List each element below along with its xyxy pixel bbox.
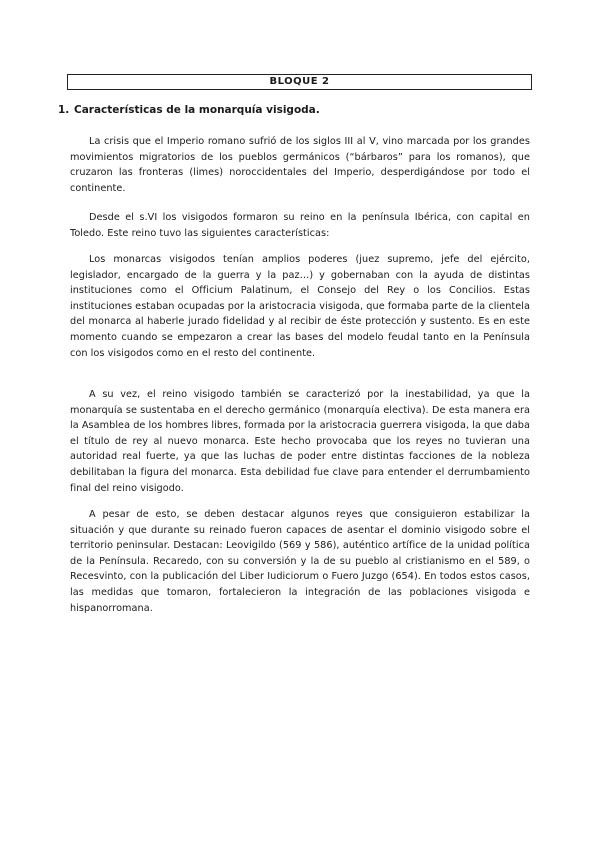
block-header-box xyxy=(67,74,532,90)
paragraph-reyes-destacados: A pesar de esto, se deben destacar algunos reyes que consiguieron estabilizar la situación y que durante su reinado fueron capaces de asentar el dominio visigodo sobre el territorio peninsular. Destacan: Leovigildo (569 y 586), auténtico artífice de la unidad política de la Península. Recaredo, con su conversión y la de su pueblo al cristianismo en el 589, o Recesvinto, con la publicación del Liber Iudiciorum o Fuero Juzgo (654). En todos estos casos, las medidas que tomaron, fortalecieron la integración de las poblaciones visigoda e hispanorromana. xyxy=(70,509,530,614)
paragraph-poderes-monarcas: Los monarcas visigodos tenían amplios poderes (juez supremo, jefe del ejército, legislador, encargado de la guerra y la paz…) y gobernaban con la ayuda de distintas instituciones como el Officium Palatinum, el Consejo del Rey o los Concilios. Estas instituciones estaban ocupadas por la aristocracia visigoda, que formaba parte de la clientela del monarca al haberle jurado fidelidad y al recibir de éste protección y sustento. Es en este momento cuando se empezaron a crear las bases del modelo feudal tanto en la Península con los visigodos como en el resto del continente. xyxy=(70,254,530,359)
block-header-label: BLOQUE 2 xyxy=(269,76,330,87)
section-title-text: Características de la monarquía visigoda. xyxy=(74,104,320,116)
paragraph-inestabilidad: A su vez, el reino visigodo también se caracterizó por la inestabilidad, ya que la monarquía se sustentaba en el derecho germánico (monarquía electiva). De esta manera era la Asamblea de los hombres libres, formada por la aristocracia guerrera visigoda, la que daba el título de rey al nuevo monarca. Este hecho provocaba que los reyes no tuvieran una autoridad real fuerte, ya que las luchas de poder entre distintas facciones de la nobleza debilitaban la figura del monarca. Esta debilidad fue clave para entender el derrumbamiento final del reino visigodo. xyxy=(70,389,530,494)
paragraph-reino-toledo: Desde el s.VI los visigodos formaron su reino en la península Ibérica, con capital en Toledo. Este reino tuvo las siguientes características: xyxy=(70,212,530,239)
paragraph-crisis-imperio: La crisis que el Imperio romano sufrió de los siglos III al V, vino marcada por los grandes movimientos migratorios de los pueblos germánicos (“bárbaros” para los romanos), que cruzaron las fronteras (limes) noroccidentales del Imperio, desperdigándose por todo el continente. xyxy=(70,136,530,194)
section-heading xyxy=(58,104,320,117)
section-number: 1. xyxy=(58,104,70,116)
